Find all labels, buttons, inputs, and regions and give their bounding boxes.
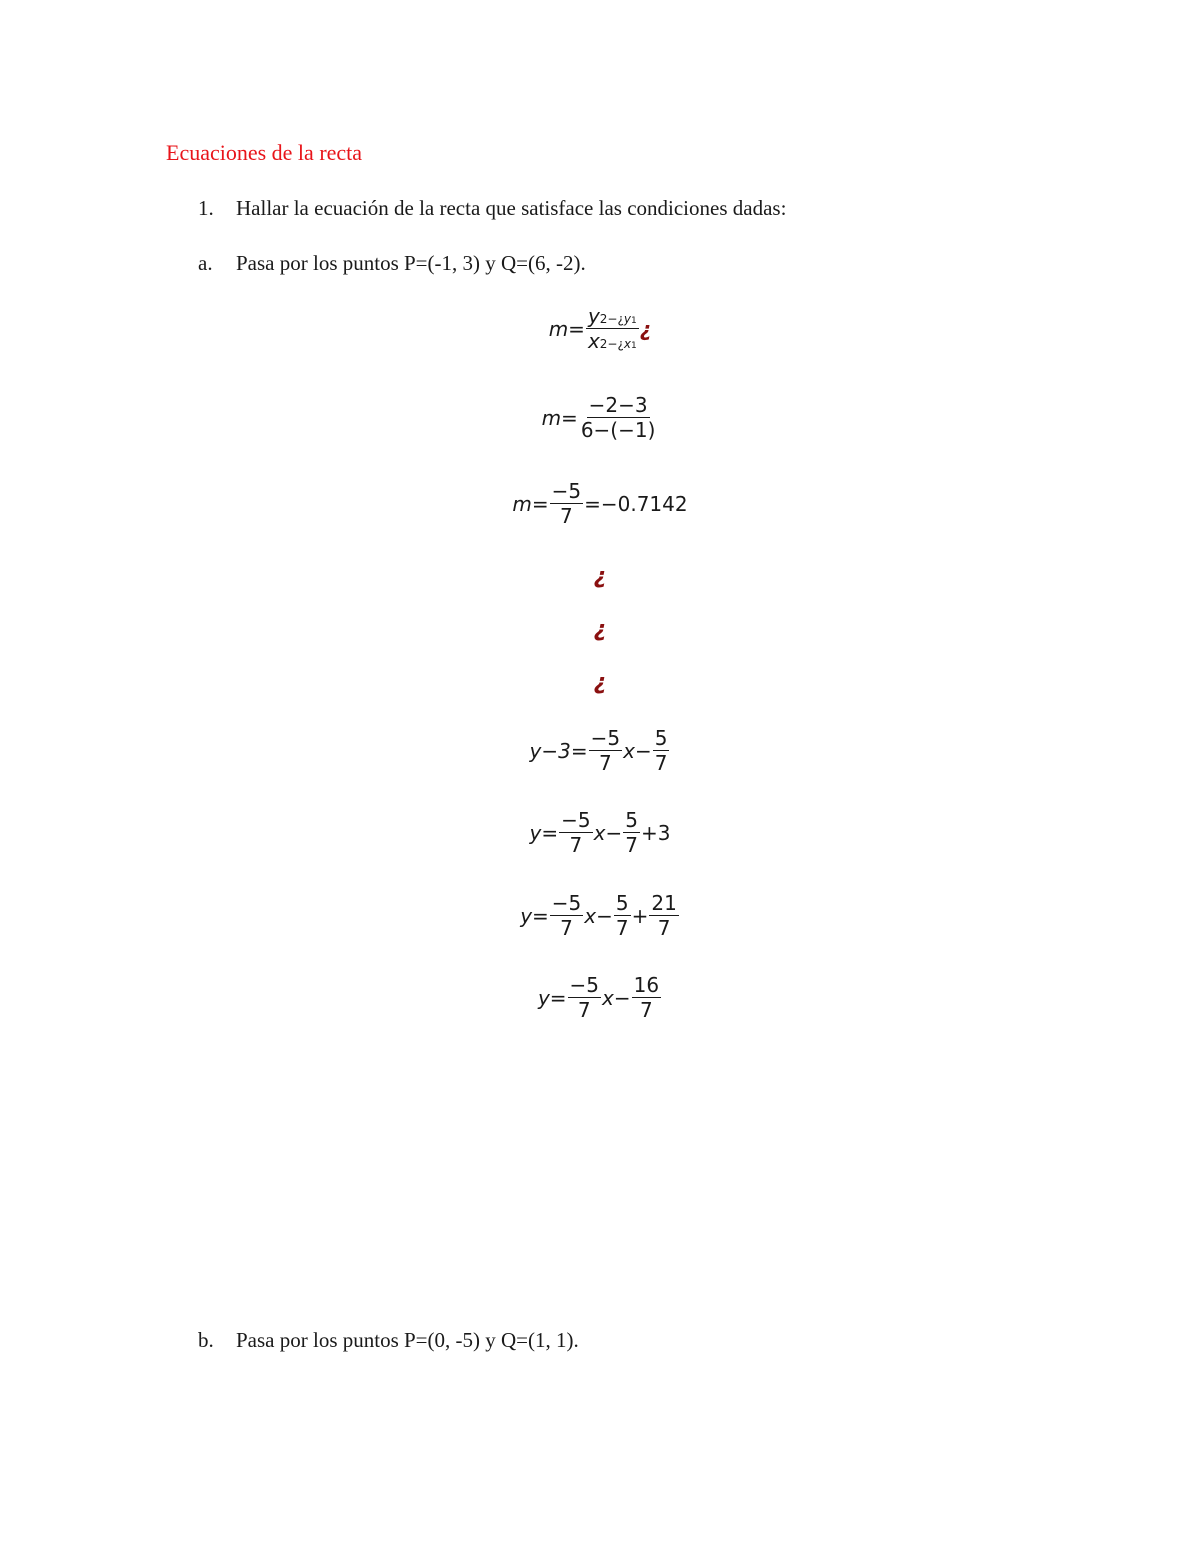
eq2-fraction bbox=[579, 394, 658, 441]
eq1-den-sub: 2−¿ bbox=[599, 337, 624, 351]
question-text: Hallar la ecuación de la recta que satisface las condiciones dadas: bbox=[236, 196, 787, 220]
eq6-fraction-2 bbox=[614, 892, 631, 939]
eq6-fraction-3 bbox=[649, 892, 678, 939]
placeholder-mark-3: ¿ bbox=[593, 670, 607, 695]
eq3-fraction bbox=[550, 480, 583, 527]
eq6-f1-denominator: 7 bbox=[560, 916, 573, 940]
eq7-fraction-2 bbox=[632, 974, 661, 1021]
eq1-lhs: m= bbox=[548, 316, 585, 341]
item-a-text: Pasa por los puntos P=(-1, 3) y Q=(6, -2). bbox=[236, 251, 586, 275]
eq5-tail: +3 bbox=[640, 820, 671, 845]
eq1-num-y1: y bbox=[623, 312, 631, 326]
item-a-letter: a. bbox=[198, 251, 213, 275]
eq6-f1-numerator: −5 bbox=[551, 891, 582, 915]
placeholder-mark-1: ¿ bbox=[593, 564, 607, 589]
placeholder-mark-2: ¿ bbox=[593, 617, 607, 642]
item-b-text: Pasa por los puntos P=(0, -5) y Q=(1, 1). bbox=[236, 1328, 579, 1352]
eq1-den-x: x bbox=[587, 329, 600, 353]
eq1-tail: ¿ bbox=[639, 316, 652, 341]
eq4-fraction-2 bbox=[653, 727, 670, 774]
eq2-lhs: m= bbox=[541, 405, 578, 430]
eq4-f2-numerator: 5 bbox=[654, 726, 668, 750]
eq7-lhs: y= bbox=[537, 985, 567, 1010]
item-b bbox=[198, 1328, 579, 1353]
eq6-f2-numerator: 5 bbox=[615, 891, 629, 915]
equation-step-5 bbox=[0, 809, 1200, 856]
question-1 bbox=[198, 196, 786, 221]
eq1-num-sub1: 1 bbox=[630, 316, 637, 326]
eq7-fraction-1 bbox=[568, 974, 601, 1021]
eq7-f1-denominator: 7 bbox=[577, 998, 591, 1022]
eq6-f2-denominator: 7 bbox=[615, 916, 629, 940]
eq3-numerator: −5 bbox=[551, 479, 582, 503]
eq1-num-y: y bbox=[587, 304, 600, 328]
eq6-plus: + bbox=[631, 903, 649, 928]
eq1-den-sub1: 1 bbox=[630, 341, 637, 351]
eq7-f1-numerator: −5 bbox=[569, 973, 600, 997]
slope-result bbox=[0, 480, 1200, 527]
eq6-f3-numerator: 21 bbox=[651, 891, 677, 915]
eq7-f2-denominator: 7 bbox=[639, 998, 653, 1022]
slope-substitution bbox=[0, 394, 1200, 441]
eq4-lhs: y−3= bbox=[529, 738, 588, 763]
eq7-mid: x− bbox=[602, 985, 631, 1010]
eq2-numerator: −2−3 bbox=[588, 393, 648, 417]
eq5-mid: x− bbox=[593, 820, 623, 845]
eq6-lhs: y= bbox=[520, 903, 549, 928]
eq5-fraction-2 bbox=[623, 809, 640, 856]
eq3-rhs: =−0.7142 bbox=[584, 491, 688, 516]
item-a bbox=[198, 251, 586, 276]
eq5-f2-denominator: 7 bbox=[625, 833, 638, 857]
eq1-num-sub: 2−¿ bbox=[599, 312, 624, 326]
eq5-f2-numerator: 5 bbox=[625, 808, 638, 832]
eq5-fraction-1 bbox=[559, 809, 592, 856]
item-b-letter: b. bbox=[198, 1328, 214, 1352]
eq6-mid: x− bbox=[584, 903, 613, 928]
eq3-lhs: m= bbox=[512, 491, 549, 516]
eq6-fraction-1 bbox=[550, 892, 583, 939]
eq6-f3-denominator: 7 bbox=[657, 916, 671, 940]
question-number: 1. bbox=[198, 196, 214, 220]
slope-formula bbox=[0, 305, 1200, 352]
eq4-fraction-1 bbox=[589, 727, 622, 774]
page-heading: Ecuaciones de la recta bbox=[166, 140, 363, 165]
eq4-f1-numerator: −5 bbox=[590, 726, 621, 750]
eq7-f2-numerator: 16 bbox=[633, 973, 660, 997]
eq4-f2-denominator: 7 bbox=[654, 751, 668, 775]
eq2-denominator: 6−(−1) bbox=[580, 418, 656, 442]
eq5-f1-denominator: 7 bbox=[569, 833, 583, 857]
final-equation bbox=[0, 974, 1200, 1021]
equation-step-6 bbox=[0, 892, 1200, 939]
eq1-den-x1: x bbox=[623, 337, 631, 351]
eq5-f1-numerator: −5 bbox=[561, 808, 591, 832]
point-slope-equation bbox=[0, 727, 1200, 774]
eq1-fraction bbox=[586, 305, 639, 352]
eq5-lhs: y= bbox=[529, 820, 559, 845]
eq4-mid: x− bbox=[623, 738, 652, 763]
eq3-denominator: 7 bbox=[560, 504, 573, 528]
eq4-f1-denominator: 7 bbox=[599, 751, 612, 775]
